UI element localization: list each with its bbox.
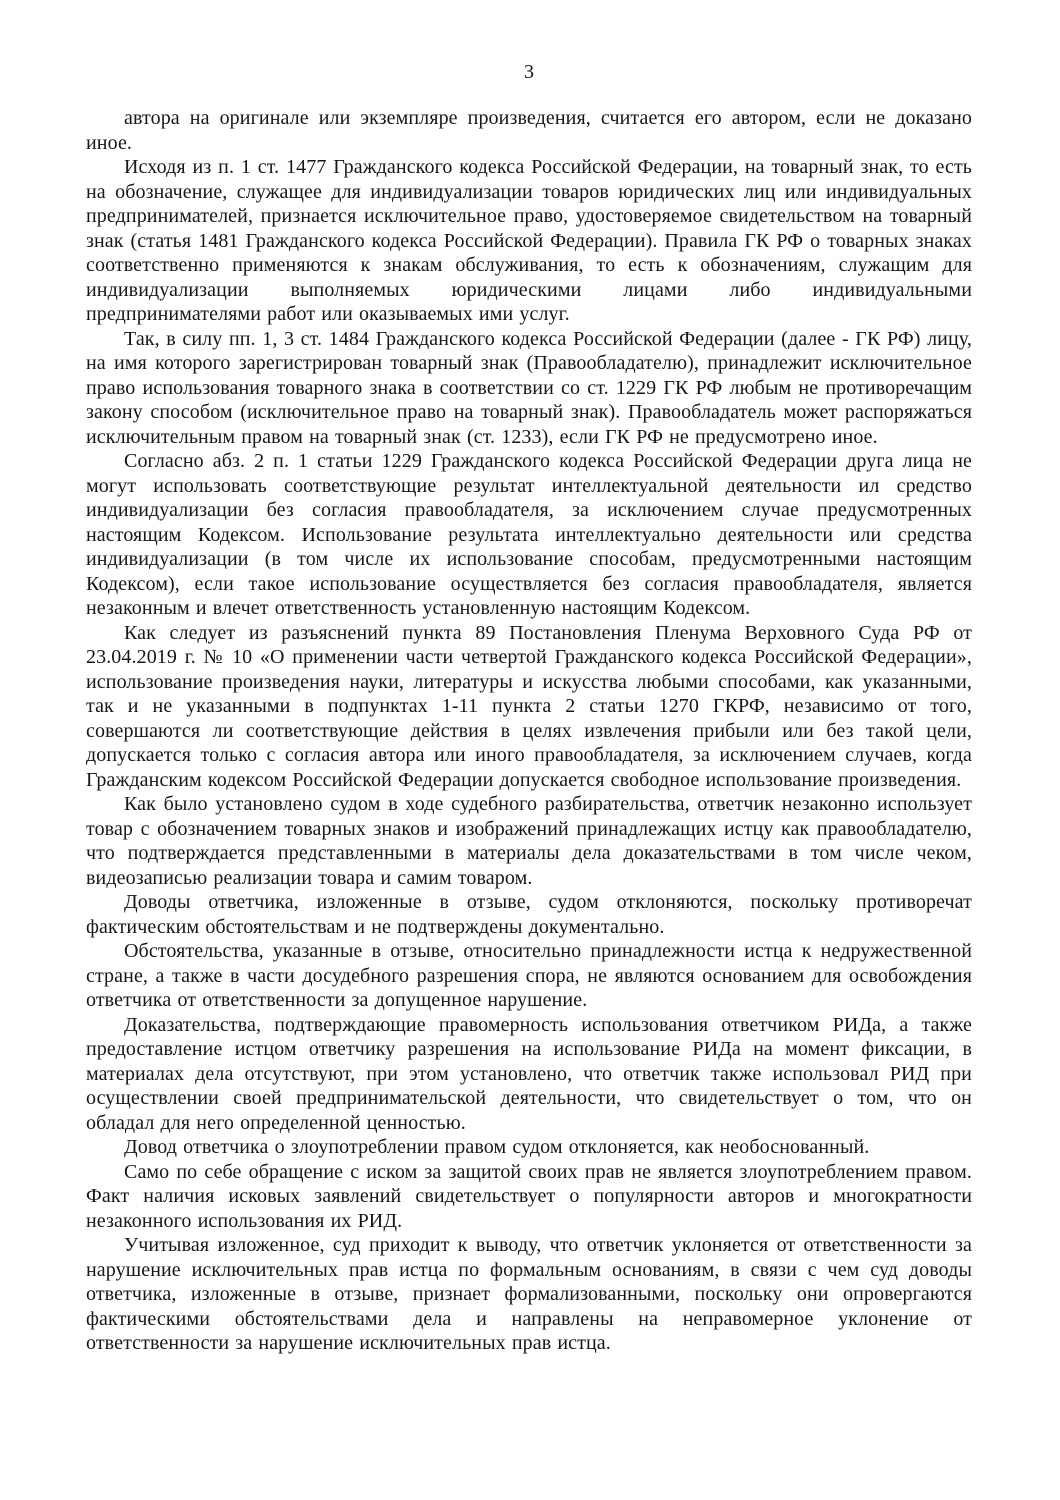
paragraph: автора на оригинале или экземпляре произведения, считается его автором, если не доказано иное. [86, 107, 972, 154]
paragraph: Согласно абз. 2 п. 1 статьи 1229 Гражданского кодекса Российской Федерации друга лица не могут использовать соответствующие результат интеллектуальной деятельности ил средство индивидуализации без согласия правообладателя, за исключением случае предусмотренных настоящим Кодексом. Использование результата интеллектуально деятельности или средства индивидуализации (в том числе их использование способам, предусмотренными настоящим Кодексом), если такое использование осуществляется без согласия правообладателя, является незаконным и влечет ответственность установленную настоящим Кодексом. [86, 450, 972, 619]
paragraph: Обстоятельства, указанные в отзыве, относительно принадлежности истца к недружественной стране, а также в части досудебного разрешения спора, не являются основанием для освобождения ответчика от ответственности за допущенное нарушение. [86, 940, 972, 1011]
page-number: 3 [524, 61, 534, 83]
paragraph: Доводы ответчика, изложенные в отзыве, судом отклоняются, поскольку противоречат фактическим обстоятельствам и не подтверждены документально. [86, 891, 972, 938]
paragraph: Как было установлено судом в ходе судебного разбирательства, ответчик незаконно использует товар с обозначением товарных знаков и изображений принадлежащих истцу как правообладателю, что подтверждается представленными в материалы дела доказательствами в том числе чеком, видеозаписью реализации товара и самим товаром. [86, 793, 972, 889]
paragraph: Само по себе обращение с иском за защитой своих прав не является злоупотреблением правом. Факт наличия исковых заявлений свидетельствует о популярности авторов и многократности незаконного использования их РИД. [86, 1160, 972, 1232]
paragraph: Учитывая изложенное, суд приходит к выводу, что ответчик уклоняется от ответственности за нарушение исключительных прав истца по формальным основаниям, в связи с чем суд доводы ответчика, изложенные в отзыве, признает формализованными, поскольку они опровергаются фактическими обстоятельствами дела и направлены на неправомерное уклонение от ответственности за нарушение исключительных прав истца. [86, 1234, 972, 1354]
paragraph: Так, в силу пп. 1, 3 ст. 1484 Гражданского кодекса Российской Федерации (далее - ГК РФ) лицу, на имя которого зарегистрирован товарный знак (Правообладателю), принадлежит исключительное право использования товарного знака в соответствии со ст. 1229 ГК РФ любым не противоречащим закону способом (исключительное право на товарный знак). Правообладатель может распоряжаться исключительным правом на товарный знак (ст. 1233), если ГК РФ не предусмотрено иное. [86, 327, 972, 448]
document-content [86, 60, 972, 1356]
paragraph: Как следует из разъяснений пункта 89 Постановления Пленума Верховного Суда РФ от 23.04.2019 г. № 10 «О применении части четвертой Гражданского кодекса Российской Федерации», использование произведения науки, литературы и искусства любыми способами, как указанными, так и не указанными в подпунктах 1-11 пункта 2 статьи 1270 ГКРФ, независимо от того, совершаются ли соответствующие действия в целях извлечения прибыли или без такой цели, допускается только с согласия автора или иного правообладателя, за исключением случаев, когда Гражданским кодексом Российской Федерации допускается свободное использование произведения. [86, 621, 972, 791]
paragraph: Доказательства, подтверждающие правомерность использования ответчиком РИДа, а также предоставление истцом ответчику разрешения на использование РИДа на момент фиксации, в материалах дела отсутствуют, при этом установлено, что ответчик также использовал РИД при осуществлении своей предпринимательской деятельности, что свидетельствует о том, что он обладал для него определенной ценностью. [86, 1013, 972, 1134]
paragraph: Исходя из п. 1 ст. 1477 Гражданского кодекса Российской Федерации, на товарный знак, то есть на обозначение, служащее для индивидуализации товаров юридических лиц или индивидуальных предпринимателей, признается исключительное право, удостоверяемое свидетельством на товарный знак (статья 1481 Гражданского кодекса Российской Федерации). Правила ГК РФ о товарных знаках соответственно применяются к знакам обслуживания, то есть к обозначениям, служащим для индивидуализации выполняемых юридическими лицами либо индивидуальными предпринимателями работ или оказываемых ими услуг. [86, 156, 972, 325]
paragraph: Довод ответчика о злоупотреблении правом судом отклоняется, как необоснованный. [124, 1136, 870, 1158]
